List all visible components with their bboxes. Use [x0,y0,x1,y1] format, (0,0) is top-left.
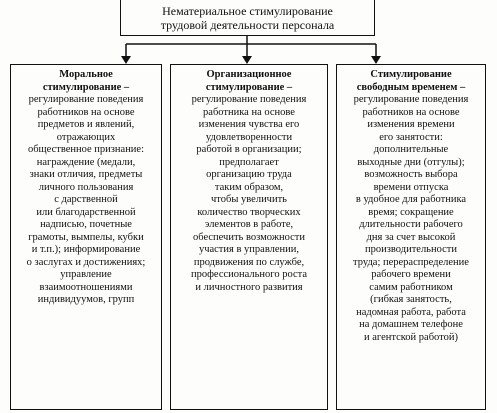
column-text-line: с дарственной [54,194,118,205]
column-text-line: времени отпуска [373,181,449,193]
column-text-line: выходные дни (отгулы); [357,156,465,168]
moral-stimulation-box [10,64,162,410]
column-text-line: длительности рабочего [359,219,463,230]
column-text-line: чтобы увеличить [211,194,287,205]
column-text-line: знаки отличия, предметы [29,169,143,180]
free-time-stimulation-box [336,64,486,410]
column-text-line: предметов и явлений, [37,119,135,130]
title-line-1: Нематериальное стимулирование [162,4,333,18]
column-text-line: производительности [365,244,457,255]
column-text-line: отражающих [56,131,116,143]
column-heading-line: свободным временем – [356,81,466,93]
column-text-line: управление [60,269,112,280]
column-text-line: (гибкая занятость, [370,294,452,305]
column-text-line: работника на основе [203,106,295,118]
column-text-line: на домашнем телефоне [359,319,463,330]
column-text-line: таким образом, [214,181,284,193]
column-text-line: взаимоотношениями [39,281,133,293]
column-text-line: возможность выбора [364,169,458,180]
column-text-line: профессионального роста [190,269,308,280]
column-text-line: труда; перераспределение [353,256,469,268]
column-heading-line: Моральное [59,69,113,80]
column-text-line: элементов в работе, [204,219,294,230]
column-text-line: его занятости: [379,131,443,143]
column-text-line: обеспечить возможности [193,231,305,243]
column-text-line: самим работником [369,281,453,293]
column-text-line: регулирование поведения [28,94,144,105]
column-text-line: предполагает [219,156,279,168]
column-text-line: награждение (медали, [36,156,136,168]
column-text-line: дополнительные [373,144,449,155]
arrow-center-icon [242,56,252,64]
organizational-stimulation-box [170,64,328,410]
column-text-line: участия в управлении, [198,244,300,255]
arrow-left-icon [121,56,131,64]
column-text-line: и т.п.); информирование [31,244,141,255]
column-heading-line: стимулирование – [205,81,293,93]
column-text-line: или благодарственной [36,206,136,218]
column-text-line: количество творческих [197,206,301,218]
column-text-line: работников на основе [362,106,460,118]
column-text-line: и личностного развития [195,281,303,293]
column-text-line: в удобное для работника [355,194,467,205]
column-text-line: изменения времени [367,119,455,130]
column-heading-line: Организационное [206,69,292,80]
column-text-line: общественное признание: [27,144,145,155]
column-heading-line: стимулирование – [42,81,130,93]
column-text-line: грамоты, вымпелы, кубки [28,231,144,243]
column-text-line: регулирование поведения [353,94,469,105]
column-text-line: организацию труда [206,169,292,180]
column-text-line: продвижения по службе, [193,256,305,268]
column-text-line: рабочего времени [371,269,451,280]
column-text-line: удовлетворенности [205,131,293,143]
column-text-line: работников на основе [37,106,135,118]
column-text-line: личного пользования [38,181,134,193]
column-text-line: регулирование поведения [191,94,307,105]
column-text-line: дня за счет высокой [366,231,456,243]
column-text-line: о заслугах и достижениях; [26,256,146,268]
arrow-right-icon [371,56,381,64]
column-text-line: время; сокращение [368,206,454,218]
column-text-line: надписью, почетные [40,219,132,230]
diagram-title [120,0,375,36]
title-line-2: трудовой деятельности персонала [160,18,335,32]
column-text-line: и агентской работой) [364,331,458,343]
column-text-line: индивидуумов, групп [37,294,135,305]
column-text-line: изменения чувства его [198,119,300,130]
column-text-line: надомная работа, работа [356,306,466,318]
column-heading-line: Стимулирование [370,69,452,80]
column-text-line: работой в организации; [196,144,302,155]
